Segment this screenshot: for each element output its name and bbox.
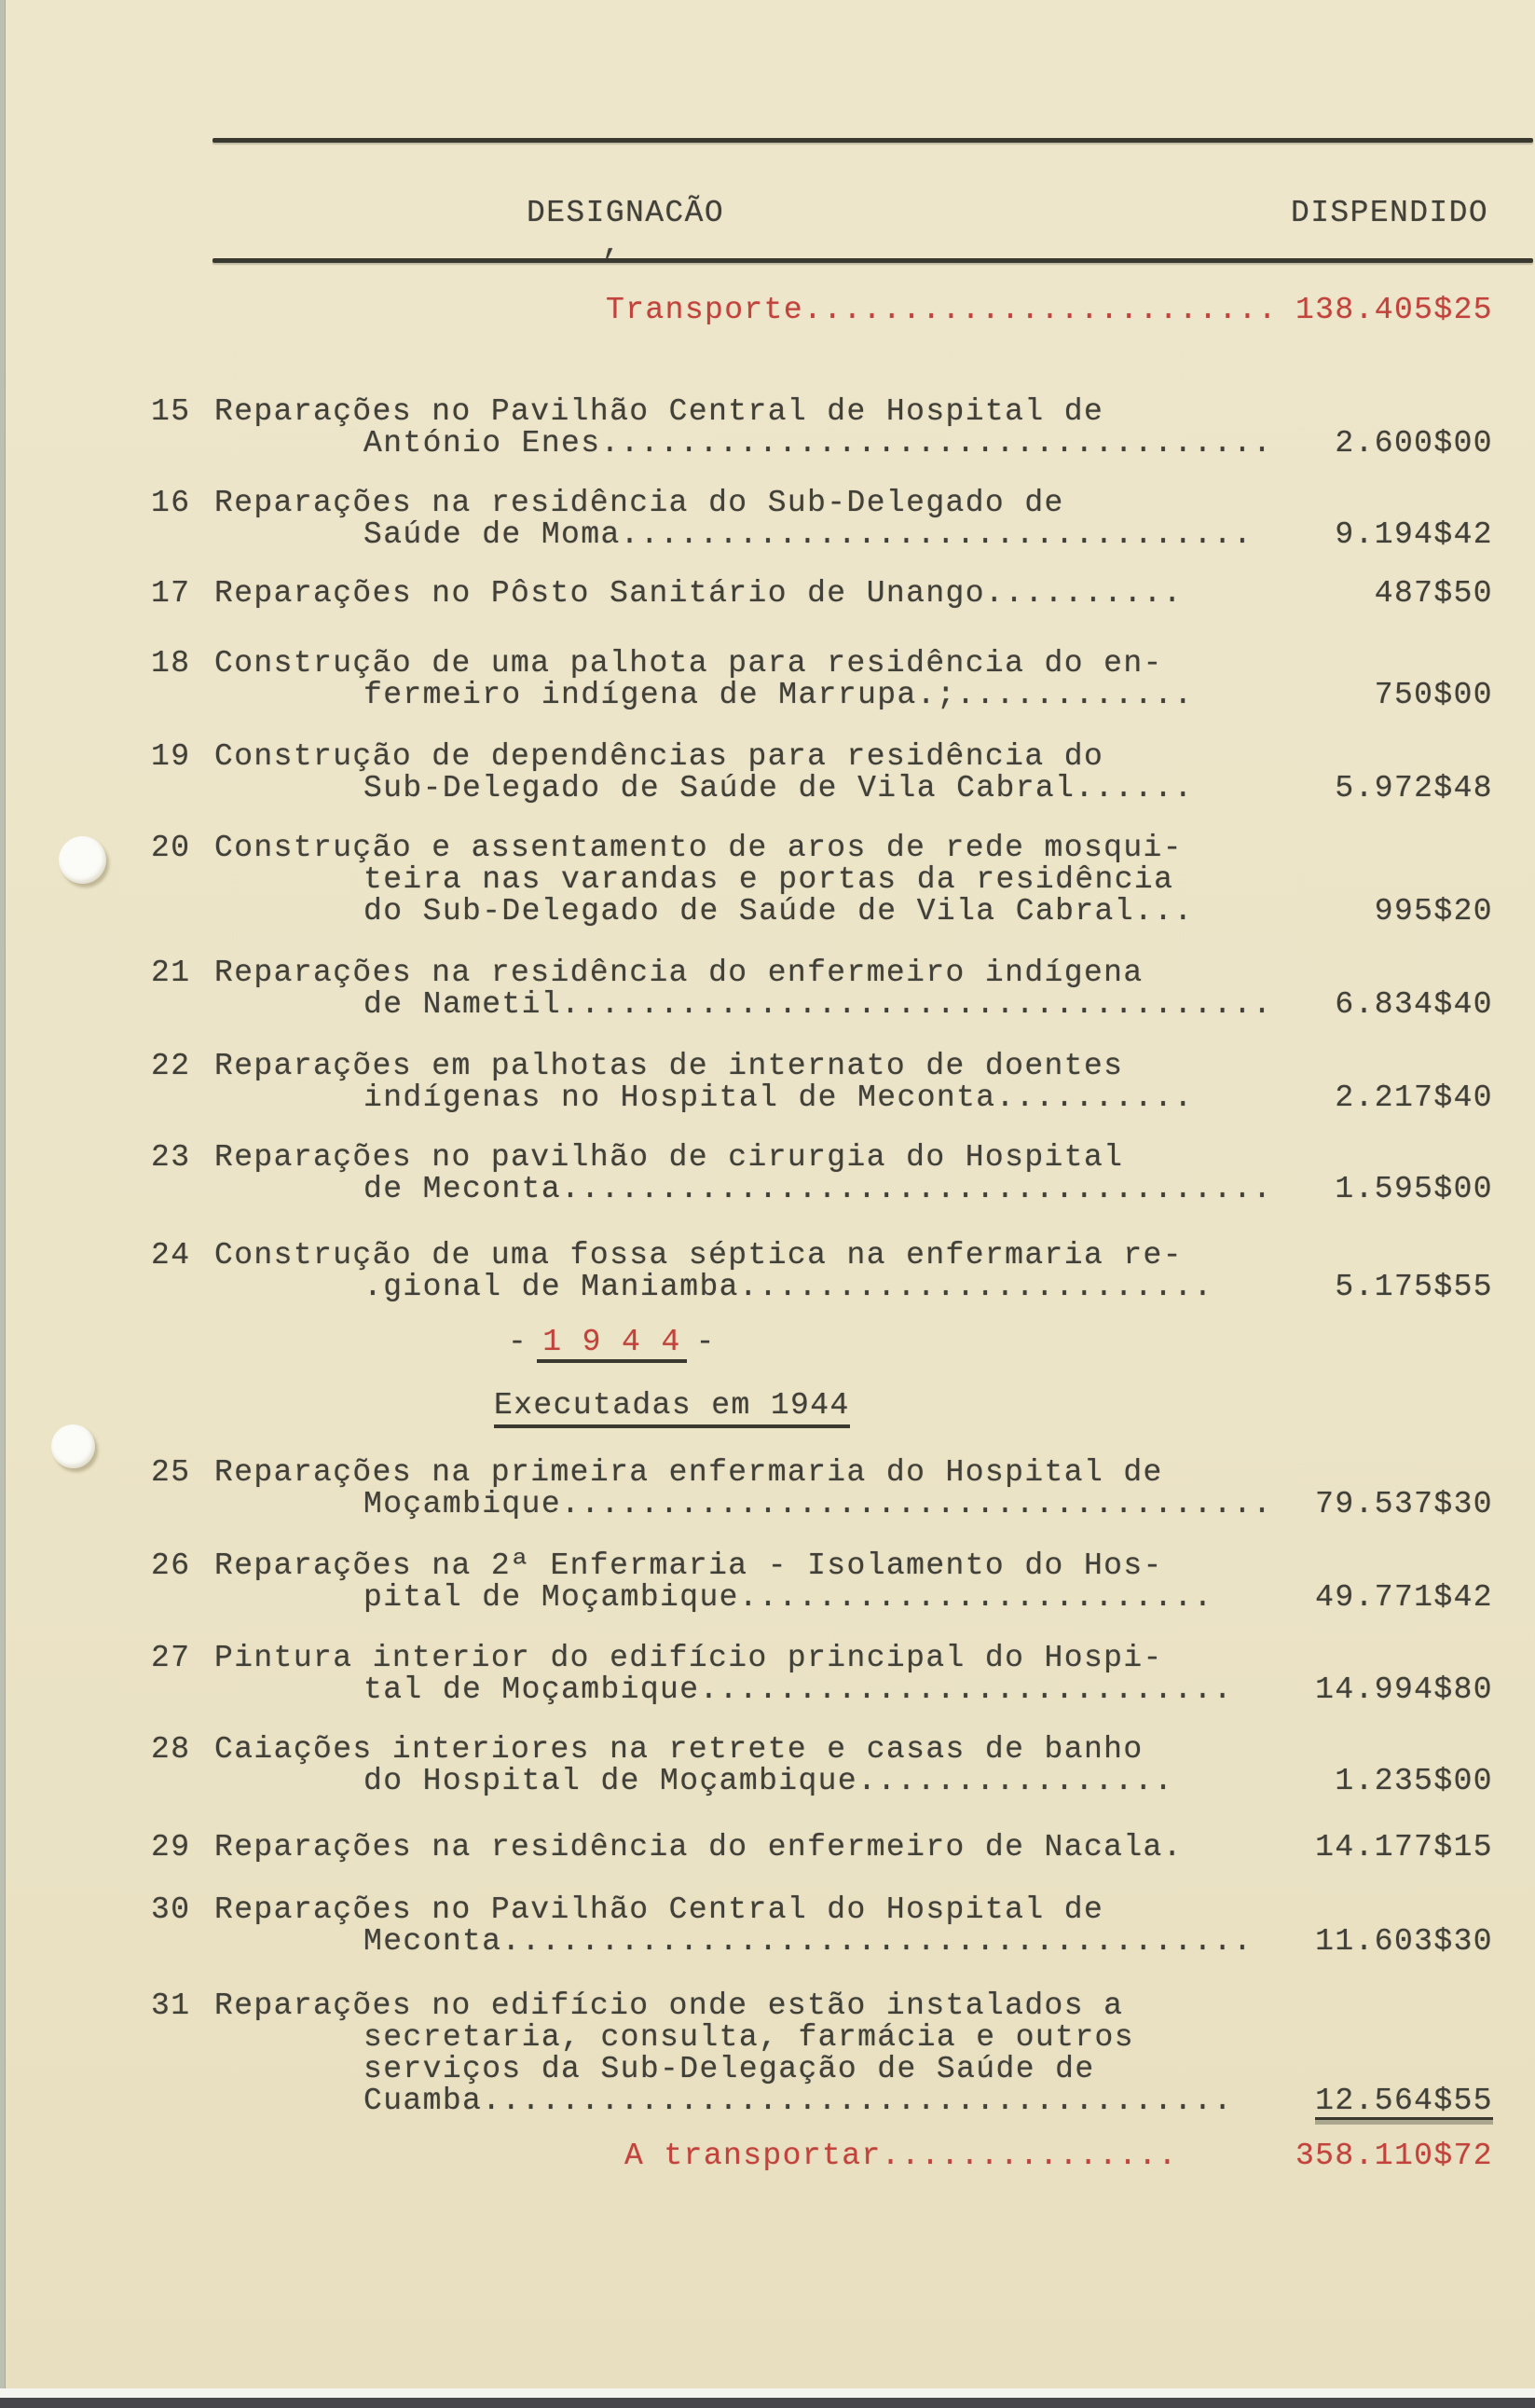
row-number: 18 xyxy=(151,646,191,681)
column-header-designacao-comma: , xyxy=(602,227,623,262)
row-description-text: Reparações na primeira enfermaria do Hospital de xyxy=(214,1455,1163,1490)
page-edge-bottom-scan xyxy=(0,2398,1535,2408)
row-description-line xyxy=(214,1894,1493,1926)
carry-total-amount: 358.110$72 xyxy=(1295,2139,1493,2173)
row-description-line xyxy=(214,680,1493,711)
row-description-text: serviços da Sub-Delegação de Saúde de xyxy=(363,2052,1095,2086)
row-number: 15 xyxy=(151,394,191,429)
row-number: 30 xyxy=(151,1892,191,1927)
table-row xyxy=(151,956,1493,1022)
row-amount: 12.564$55 xyxy=(1315,2084,1493,2118)
hole-punch xyxy=(59,836,106,884)
table-row xyxy=(151,831,1493,929)
column-header-designacao: DESIGNACÃO xyxy=(527,196,725,230)
row-description-line xyxy=(214,896,1493,928)
table-row xyxy=(151,1641,1493,1707)
row-description-line xyxy=(214,396,1493,428)
row-amount: 79.537$30 xyxy=(1315,1487,1493,1521)
row-description-text: teira nas varandas e portas da residência xyxy=(363,862,1174,897)
row-description-text: Moçambique.................................... xyxy=(363,1487,1273,1521)
row-amount: 11.603$30 xyxy=(1315,1924,1493,1959)
row-description-text: do Hospital de Moçambique................ xyxy=(363,1764,1174,1798)
row-description-text: Reparações na residência do Sub-Delegado de xyxy=(214,486,1064,520)
row-description-line xyxy=(214,1082,1493,1114)
row-description-text: .gional de Maniamba........................ xyxy=(363,1270,1213,1304)
section-heading-executadas: Executadas em 1944 xyxy=(494,1388,850,1428)
row-description-line xyxy=(214,989,1493,1021)
row-amount: 750$00 xyxy=(1374,678,1493,712)
row-description-text: Reparações no pavilhão de cirurgia do Hospital xyxy=(214,1140,1124,1175)
row-description-line xyxy=(214,1489,1493,1520)
row-description-line xyxy=(214,648,1493,680)
table-row xyxy=(151,1049,1493,1115)
row-description-text: Saúde de Moma................................ xyxy=(363,517,1254,552)
table-row xyxy=(151,1140,1493,1206)
row-description-text: do Sub-Delegado de Saúde de Vila Cabral... xyxy=(363,894,1194,929)
row-number: 23 xyxy=(151,1140,191,1175)
section-1944-dash-right: - xyxy=(695,1325,716,1359)
row-description-line xyxy=(214,1643,1493,1674)
row-description-text: Cuamba...................................... xyxy=(363,2084,1233,2118)
row-number: 25 xyxy=(151,1455,191,1490)
table-row xyxy=(151,486,1493,552)
carry-forward-label: Transporte xyxy=(606,293,804,327)
row-description-text: Reparações em palhotas de internato de doentes xyxy=(214,1049,1124,1083)
row-amount: 1.235$00 xyxy=(1335,1764,1493,1798)
row-description-line xyxy=(214,864,1493,896)
section-heading-1944 xyxy=(508,1325,716,1359)
carry-forward-amount: 138.405$25 xyxy=(1295,293,1493,327)
row-description-line xyxy=(214,488,1493,519)
row-description-text: indígenas no Hospital de Meconta.......... xyxy=(363,1080,1194,1115)
row-description-text: Reparações na residência do enfermeiro de Nacala. xyxy=(214,1830,1183,1864)
row-amount: 2.600$00 xyxy=(1335,426,1493,461)
row-amount: 6.834$40 xyxy=(1335,987,1493,1022)
row-description-text: Construção e assentamento de aros de rede mosqui- xyxy=(214,831,1183,865)
carry-total-leader: ............... xyxy=(881,2139,1178,2173)
row-amount: 14.177$15 xyxy=(1315,1830,1493,1864)
row-number: 17 xyxy=(151,576,191,611)
carry-forward-row xyxy=(606,293,1493,327)
row-description-line xyxy=(214,1926,1493,1958)
row-amount: 5.972$48 xyxy=(1335,771,1493,805)
row-description-text: Caiações interiores na retrete e casas de banho xyxy=(214,1732,1144,1767)
row-description-line xyxy=(214,1734,1493,1766)
page-edge-left xyxy=(0,0,6,2408)
table-row xyxy=(151,1238,1493,1304)
row-description-text: António Enes.................................. xyxy=(363,426,1273,461)
row-description-line xyxy=(214,1272,1493,1303)
header-rule-bottom xyxy=(212,258,1533,263)
row-description-text: Construção de dependências para residência do xyxy=(214,739,1104,774)
table-row xyxy=(151,1988,1493,2118)
row-amount: 14.994$80 xyxy=(1315,1672,1493,1707)
table-row xyxy=(151,739,1493,805)
row-description-line xyxy=(214,1240,1493,1272)
row-description-line xyxy=(214,1051,1493,1082)
row-description-text: Reparações no edifício onde estão instalados a xyxy=(214,1988,1124,2023)
row-number: 19 xyxy=(151,739,191,774)
table-row xyxy=(151,1830,1493,1864)
row-description-line xyxy=(214,773,1493,805)
row-description-text: Reparações na residência do enfermeiro indígena xyxy=(214,956,1144,990)
row-amount: 49.771$42 xyxy=(1315,1580,1493,1615)
table-row xyxy=(151,394,1493,461)
hole-punch xyxy=(51,1424,95,1468)
row-description-line xyxy=(214,1990,1493,2022)
row-number: 31 xyxy=(151,1988,191,2023)
row-description-line xyxy=(214,1832,1493,1864)
section-1944-dash-left: - xyxy=(508,1325,528,1359)
row-description-line xyxy=(214,1550,1493,1582)
row-description-text: Pintura interior do edifício principal do Hospi- xyxy=(214,1641,1163,1675)
row-description-line xyxy=(214,1582,1493,1614)
row-description-line xyxy=(214,741,1493,773)
row-amount: 995$20 xyxy=(1374,894,1493,929)
row-description-text: Sub-Delegado de Saúde de Vila Cabral...... xyxy=(363,771,1194,805)
table-row xyxy=(151,646,1493,712)
row-number: 24 xyxy=(151,1238,191,1273)
row-amount: 2.217$40 xyxy=(1335,1080,1493,1115)
row-description-text: Reparações no Pavilhão Central do Hospital de xyxy=(214,1892,1104,1927)
row-description-line xyxy=(214,1174,1493,1205)
row-description-line xyxy=(214,1142,1493,1174)
row-description-line xyxy=(214,428,1493,460)
row-description-text: Reparações na 2ª Enfermaria - Isolamento do Hos- xyxy=(214,1548,1163,1583)
carry-total-row xyxy=(624,2139,1493,2173)
row-description-line xyxy=(214,2085,1493,2117)
row-number: 27 xyxy=(151,1641,191,1675)
carry-total-label: A transportar xyxy=(624,2139,882,2173)
row-description-line xyxy=(214,1766,1493,1797)
row-description-text: fermeiro indígena de Marrupa.;............ xyxy=(363,678,1194,712)
table-row xyxy=(151,1548,1493,1615)
table-row xyxy=(151,1892,1493,1959)
row-description-line xyxy=(214,957,1493,989)
row-description-text: de Nametil.................................... xyxy=(363,987,1273,1022)
row-number: 26 xyxy=(151,1548,191,1583)
carry-forward-leader: ........................ xyxy=(803,293,1278,327)
row-description-line xyxy=(214,1674,1493,1706)
row-description-text: secretaria, consulta, farmácia e outros xyxy=(363,2020,1134,2055)
row-description-line xyxy=(214,832,1493,864)
table-row xyxy=(151,576,1493,611)
row-description-text: Construção de uma fossa séptica na enfermaria re- xyxy=(214,1238,1183,1273)
row-number: 21 xyxy=(151,956,191,990)
row-number: 29 xyxy=(151,1830,191,1864)
header-rule-top xyxy=(212,138,1533,143)
row-amount: 1.595$00 xyxy=(1335,1172,1493,1206)
page-edge-bottom-paper xyxy=(0,2388,1535,2398)
row-amount: 5.175$55 xyxy=(1335,1270,1493,1304)
row-description-text: de Meconta.................................... xyxy=(363,1172,1273,1206)
row-number: 28 xyxy=(151,1732,191,1767)
row-description-text: tal de Moçambique........................... xyxy=(363,1672,1233,1707)
row-description-text: Reparações no Pôsto Sanitário de Unango.......... xyxy=(214,576,1183,611)
row-amount: 9.194$42 xyxy=(1335,517,1493,552)
row-description-text: pital de Moçambique........................ xyxy=(363,1580,1213,1615)
row-description-line xyxy=(214,2022,1493,2054)
row-description-text: Meconta...................................... xyxy=(363,1924,1254,1959)
table-row xyxy=(151,1732,1493,1798)
row-number: 20 xyxy=(151,831,191,865)
row-description-text: Reparações no Pavilhão Central de Hospital de xyxy=(214,394,1104,429)
section-1944-year: 1 9 4 4 xyxy=(537,1325,686,1363)
row-description-line xyxy=(214,1457,1493,1489)
row-description-line xyxy=(214,519,1493,551)
row-description-line xyxy=(214,2054,1493,2085)
row-number: 16 xyxy=(151,486,191,520)
row-description-line xyxy=(214,578,1493,610)
row-amount: 487$50 xyxy=(1374,576,1493,611)
row-number: 22 xyxy=(151,1049,191,1083)
row-description-text: Construção de uma palhota para residência do en- xyxy=(214,646,1163,681)
table-row xyxy=(151,1455,1493,1521)
column-header-dispendido: DISPENDIDO xyxy=(1291,196,1489,230)
